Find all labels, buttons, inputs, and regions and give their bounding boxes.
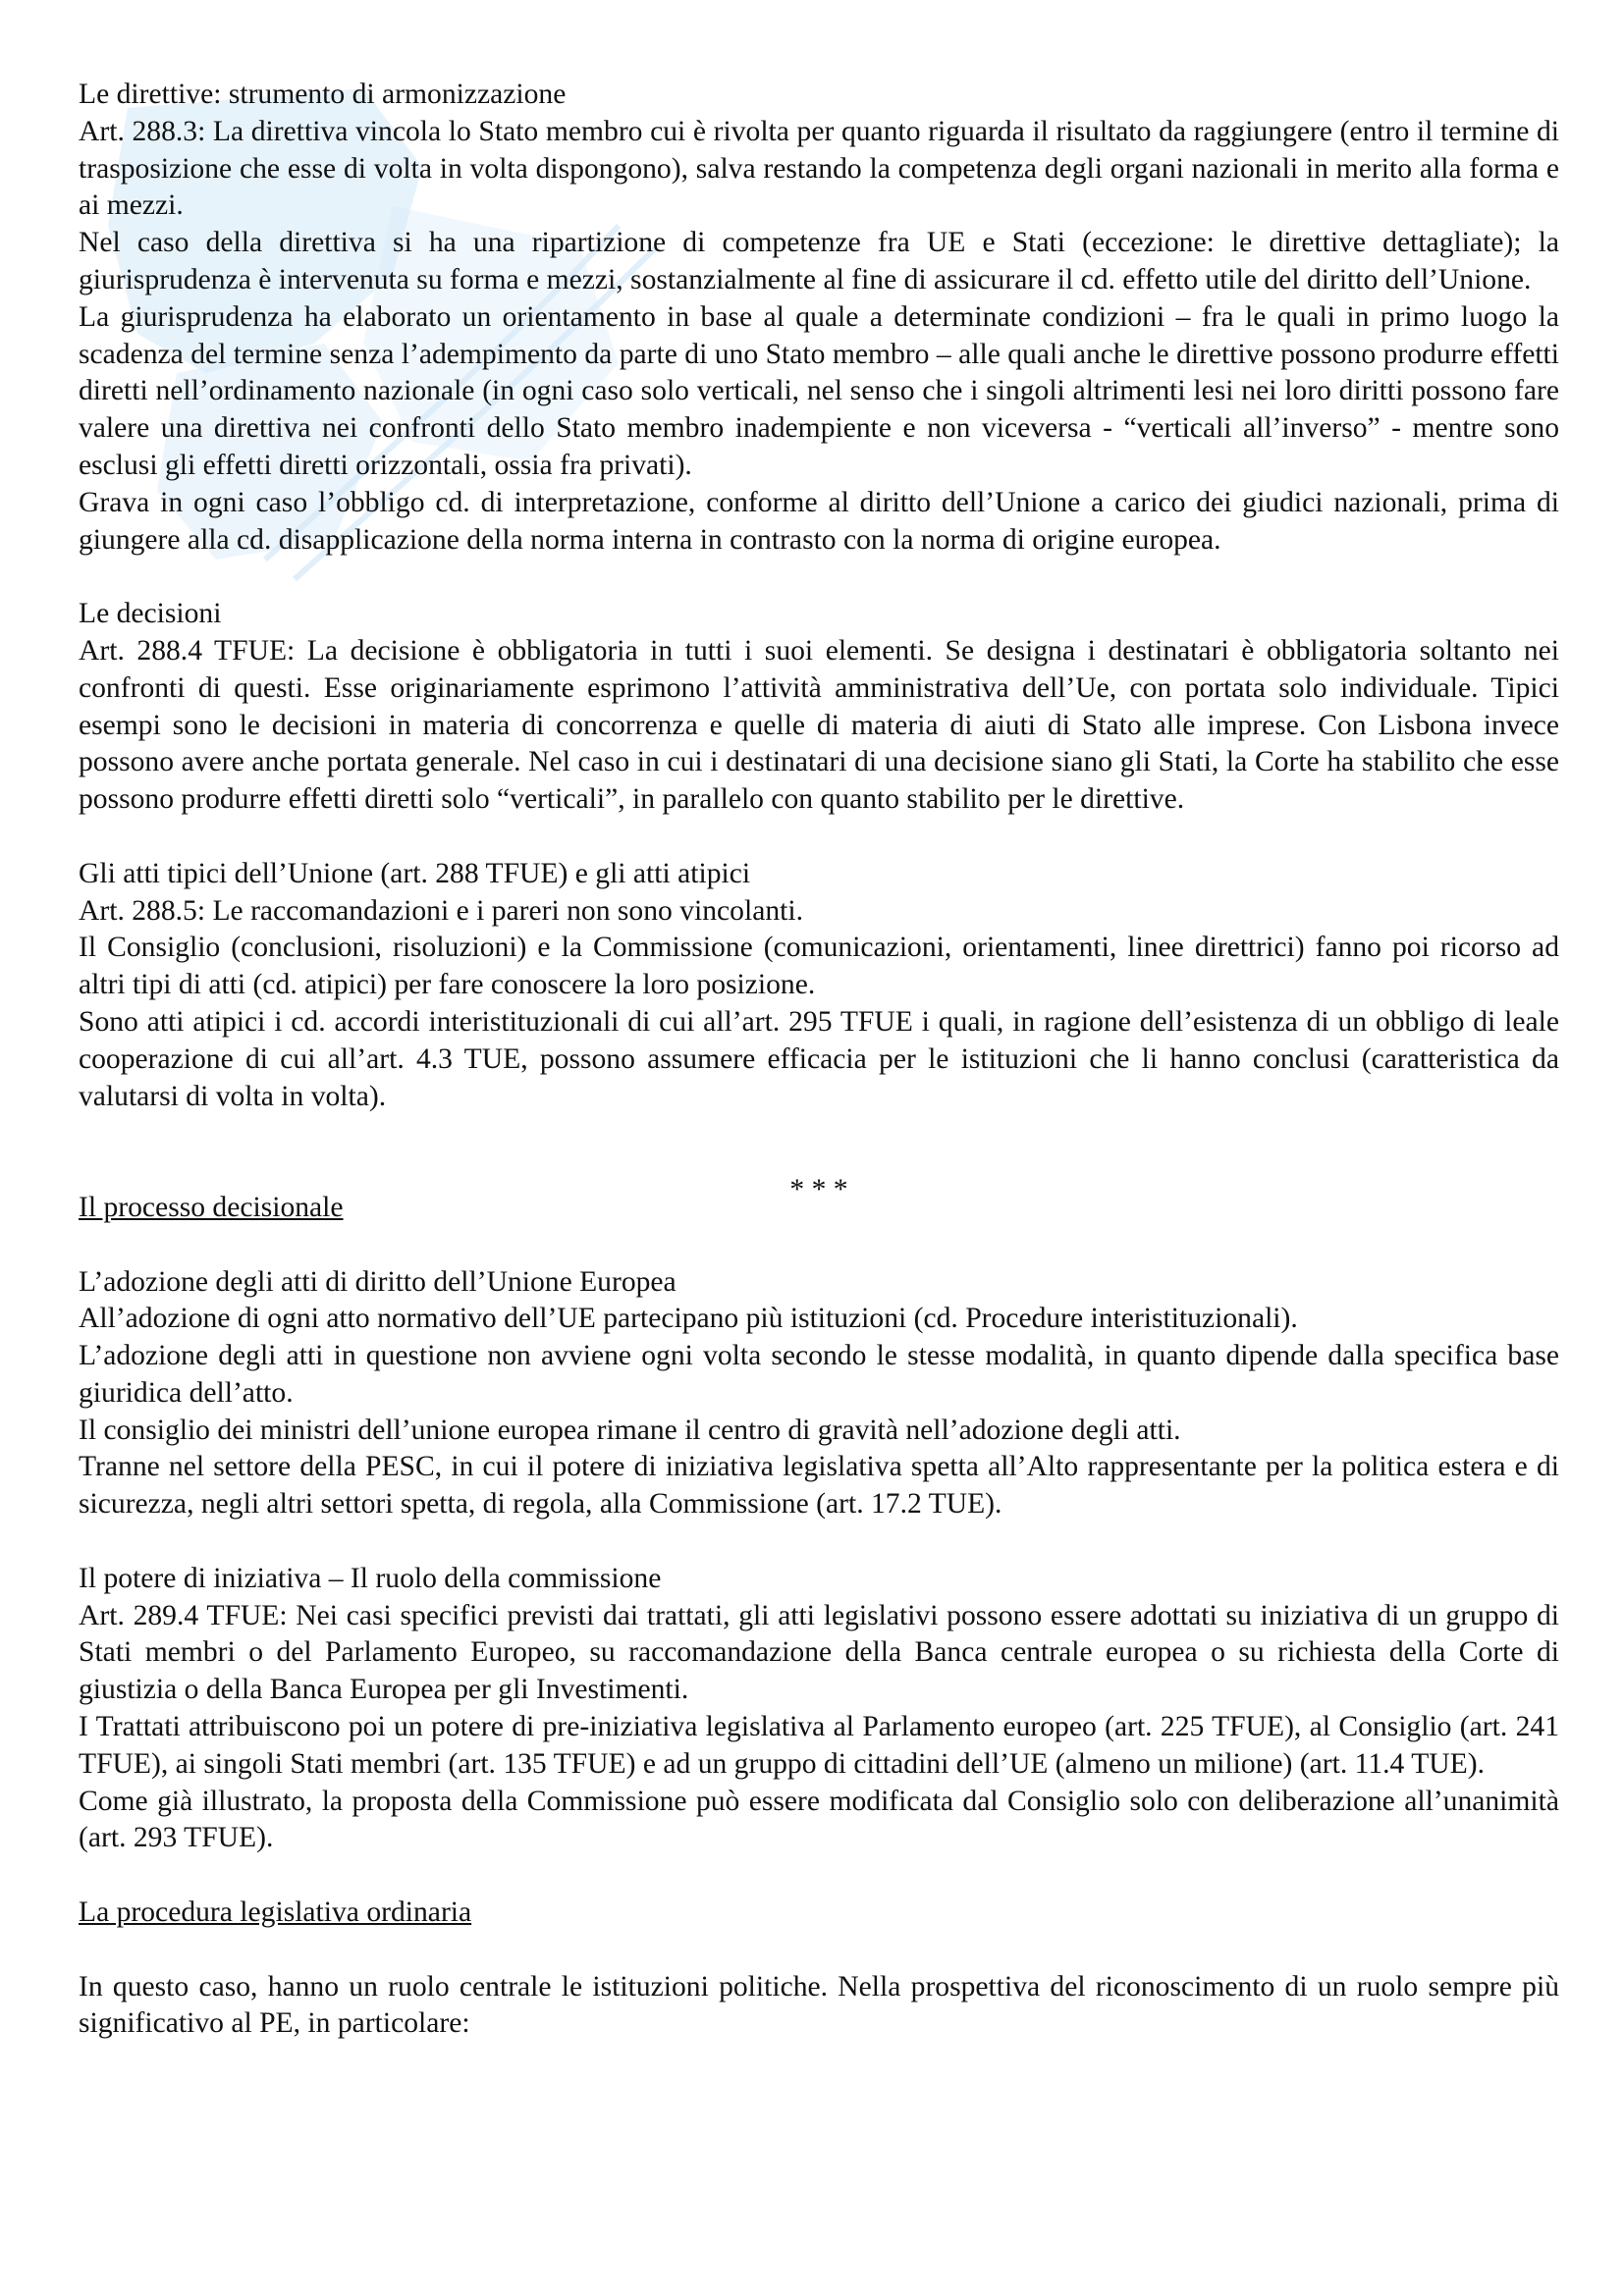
paragraph: Il Consiglio (conclusioni, risoluzioni) e la Commissione (comunicazioni, orientamenti, linee direttrici) fanno poi ricorso ad altri tipi di atti (cd. atipici) per fare conoscere la loro posizione. <box>79 932 1559 1001</box>
paragraph: L’adozione degli atti in questione non avviene ogni volta secondo le stesse modalità, in quanto dipende dalla specifica base giuridica dell’atto. <box>79 1340 1559 1409</box>
section <box>79 1561 1559 1857</box>
paragraph: I Trattati attribuiscono poi un potere di pre-iniziativa legislativa al Parlamento europeo (art. 225 TFUE), al Consiglio (art. 241 TFUE), ai singoli Stati membri (art. 135 TFUE) e ad un gruppo di cittadini dell’UE (almeno un milione) (art. 11.4 TUE). <box>79 1711 1559 1780</box>
paragraph: Art. 288.3: La direttiva vincola lo Stato membro cui è rivolta per quanto riguarda il risultato da raggiungere (entro il termine di trasposizione che esse di volta in volta dispongono), salva restando la competenza degli organi nazionali in merito alla forma e ai mezzi. <box>79 115 1559 222</box>
paragraph: Art. 288.4 TFUE: La decisione è obbligatoria in tutti i suoi elementi. Se designa i destinatari è obbligatoria soltanto nei confronti di questi. Esse originariamente esprimono l’attività amministrativa dell’Ue, con portata solo individuale. Tipici esempi sono le decisioni in materia di concorrenza e quelle di materia di aiuti di Stato alle imprese. Con Lisbona invece possono avere anche portata generale. Nel caso in cui i destinatari di una decisione siano gli Stati, la Corte ha stabilito che esse possono produrre effetti diretti solo “verticali”, in parallelo con quanto stabilito per le direttive. <box>79 634 1559 816</box>
paragraph: In questo caso, hanno un ruolo centrale le istituzioni politiche. Nella prospettiva del riconoscimento di un ruolo sempre più significativo al PE, in particolare: <box>79 1970 1559 2040</box>
section-heading: Gli atti tipici dell’Unione (art. 288 TFUE) e gli atti atipici <box>79 857 751 889</box>
section-heading: Le decisioni <box>79 598 222 630</box>
document-page <box>79 77 1559 2043</box>
section <box>79 1969 1559 2044</box>
paragraph: All’adozione di ogni atto normativo dell’UE partecipano più istituzioni (cd. Procedure interistituzionali). <box>79 1303 1298 1335</box>
section <box>79 1264 1559 1524</box>
paragraph: Come già illustrato, la proposta della Commissione può essere modificata dal Consiglio solo con deliberazione all’unanimità (art. 293 TFUE). <box>79 1785 1559 1854</box>
section <box>79 856 1559 1116</box>
section-heading: Il potere di iniziativa – Il ruolo della commissione <box>79 1562 662 1594</box>
paragraph: La giurisprudenza ha elaborato un orientamento in base al quale a determinate condizioni – fra le quali in primo luogo la scadenza del termine senza l’adempimento da parte di uno Stato membro – alle quali anche le direttive possono produrre effetti diretti nell’ordinamento nazionale (in ogni caso solo verticali, nel senso che i singoli altrimenti lesi nei loro diritti possono fare valere una direttiva nei confronti dello Stato membro inadempiente e non viceversa - “verticali all’inverso” - mentre sono esclusi gli effetti diretti orizzontali, ossia fra privati). <box>79 300 1559 481</box>
paragraph: Il consiglio dei ministri dell’unione europea rimane il centro di gravità nell’adozione degli atti. <box>79 1414 1181 1446</box>
paragraph: Nel caso della direttiva si ha una ripartizione di competenze fra UE e Stati (eccezione: le direttive dettagliate); la giurisprudenza è intervenuta su forma e mezzi, sostanzialmente al fine di assicurare il cd. effetto utile del diritto dell’Unione. <box>79 227 1559 295</box>
section-heading: La procedura legislativa ordinaria <box>79 1896 472 1929</box>
paragraph: Tranne nel settore della PESC, in cui il potere di iniziativa legislativa spetta all’Alto rappresentante per la politica estera e di sicurezza, negli altri settori spetta, di regola, alla Commissione (art. 17.2 TUE). <box>79 1451 1559 1521</box>
paragraph: Art. 289.4 TFUE: Nei casi specifici previsti dai trattati, gli atti legislativi possono essere adottati su iniziativa di un gruppo di Stati membri o del Parlamento Europeo, su raccomandazione della Banca centrale europea o su richiesta della Corte di giustizia o della Banca Europea per gli Investimenti. <box>79 1599 1559 1706</box>
section <box>79 1895 1559 1932</box>
paragraph: Sono atti atipici i cd. accordi interistituzionali di cui all’art. 295 TFUE i quali, in ragione dell’esistenza di un obbligo di leale cooperazione di cui all’art. 4.3 TUE, possono assumere efficacia per le istituzioni che li hanno conclusi (caratteristica da valutarsi di volta in volta). <box>79 1005 1559 1112</box>
section <box>79 596 1559 819</box>
section-separator: * * * <box>789 1174 848 1206</box>
section <box>79 77 1559 559</box>
section-heading: L’adozione degli atti di diritto dell’Unione Europea <box>79 1265 677 1298</box>
paragraph: Grava in ogni caso l’obbligo cd. di interpretazione, conforme al diritto dell’Unione a carico dei giudici nazionali, prima di giungere alla cd. disapplicazione della norma interna in contrasto con la norma di origine europea. <box>79 486 1559 556</box>
section-heading: Le direttive: strumento di armonizzazione <box>79 79 567 110</box>
section-heading: Il processo decisionale <box>79 1191 344 1223</box>
paragraph: Art. 288.5: Le raccomandazioni e i pareri non sono vincolanti. <box>79 894 803 927</box>
